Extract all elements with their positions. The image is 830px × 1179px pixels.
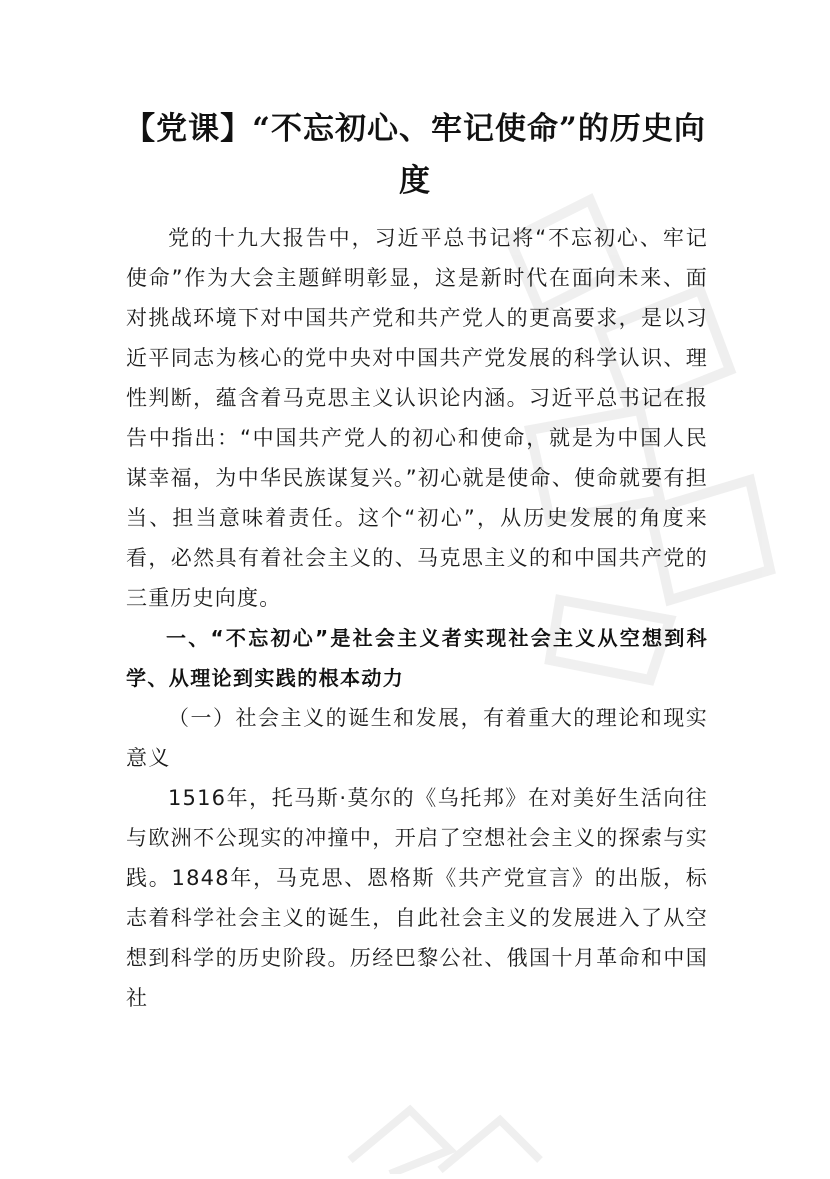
subsection-heading-1: （一）社会主义的诞生和发展，有着重大的理论和现实意义 [126, 706, 708, 770]
paragraph-intro: 党的十九大报告中，习近平总书记将“不忘初心、牢记使命”作为大会主题鲜明彰显，这是新时代在面向未来、面对挑战环境下对中国共产党和共产党人的更高要求，是以习近平同志为核心的党中央对中国共产党发展的科学认识、理性判断，蕴含着马克思主义认识论内涵。习近平总书记在报告中指出：“中国共产党人的初心和使命，就是为中国人民谋幸福，为中华民族谋复兴。”初心就是使命、使命就要有担当、担当意味着责任。这个“初心”，从历史发展的角度来看，必然具有着社会主义的、马克思主义的和中国共产党的三重历史向度。 [126, 226, 708, 610]
section-heading-1: 一、“不忘初心”是社会主义者实现社会主义从空想到科学、从理论到实践的根本动力 [126, 626, 708, 690]
watermark-graphic-bottom [330, 1090, 550, 1174]
paragraph-history: 1516年，托马斯·莫尔的《乌托邦》在对美好生活向往与欧洲不公现实的冲撞中，开启了空想社会主义的探索与实践。1848年，马克思、恩格斯《共产党宣言》的出版，标志着科学社会主义的诞生，自此社会主义的发展进入了从空想到科学的历史阶段。历经巴黎公社、俄国十月革命和中国社 [126, 786, 708, 1010]
document-title: 【党课】“不忘初心、牢记使命”的历史向度 [124, 111, 706, 199]
document-body [126, 218, 708, 1018]
